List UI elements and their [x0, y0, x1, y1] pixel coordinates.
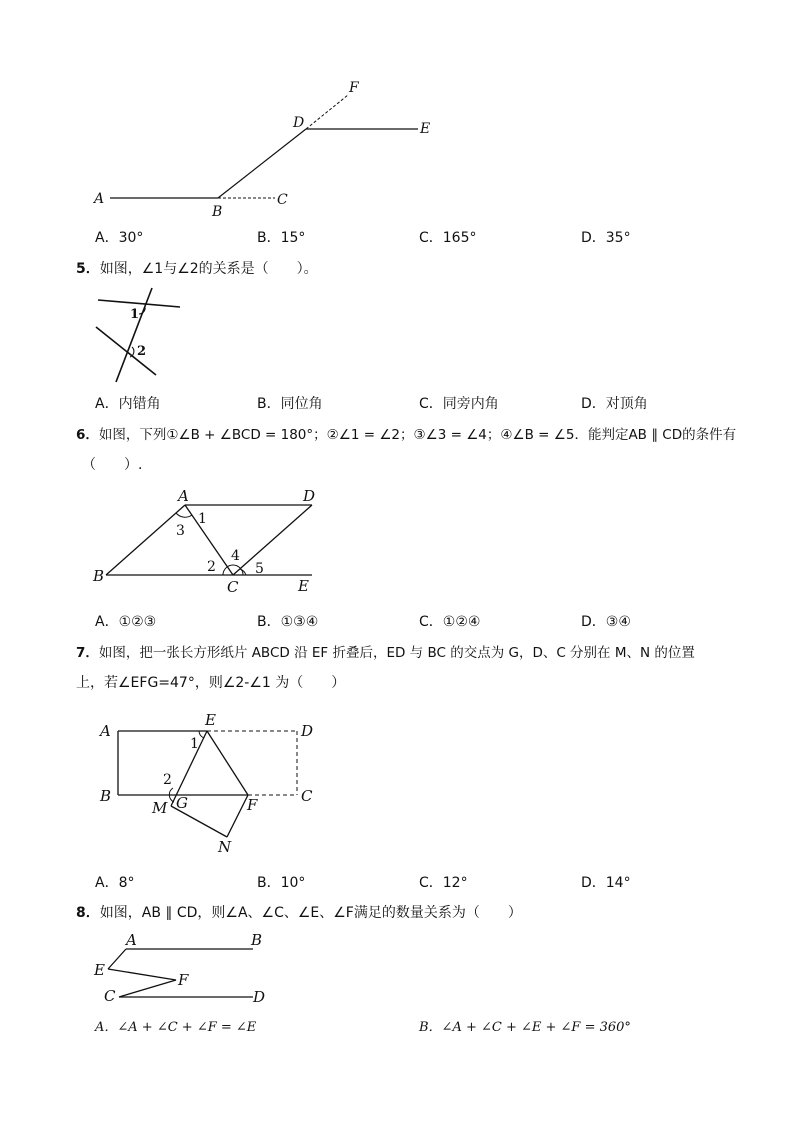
- q7-option-a[interactable]: A．8°: [95, 875, 135, 891]
- line-nf: [227, 795, 248, 837]
- q5-option-b[interactable]: B．同位角: [257, 396, 323, 412]
- label-c: C: [227, 578, 239, 596]
- q8-text: 如图，AB ∥ CD，则∠A、∠C、∠E、∠F满足的数量关系为（ ）: [99, 905, 522, 921]
- line-df-dashed: [306, 95, 348, 129]
- q7-number: 7．: [76, 645, 99, 661]
- q5-figure: [90, 285, 200, 385]
- label-e: E: [298, 577, 309, 595]
- label-1: 1: [130, 307, 140, 322]
- q7-text-line1: 如图，把一张长方形纸片 ABCD 沿 EF 折叠后，ED 与 BC 的交点为 G，D、C 分别在 M、N 的位置: [98, 645, 695, 661]
- line-ab: [106, 505, 185, 575]
- q4-option-a[interactable]: A．30°: [95, 230, 144, 246]
- label-1: 1: [190, 736, 199, 752]
- label-2: 2: [137, 344, 147, 359]
- q4-option-c[interactable]: C．165°: [419, 230, 477, 246]
- q6-stem-line2: （ ）.: [82, 457, 143, 473]
- q8-figure: [90, 930, 280, 1010]
- label-a: A: [178, 487, 189, 505]
- label-e: E: [420, 121, 431, 137]
- q8-stem: [76, 903, 522, 923]
- q6-stem-line1: [76, 425, 736, 445]
- q4-figure: [90, 75, 450, 225]
- q6-option-b[interactable]: B．①③④: [257, 614, 319, 630]
- label-1: 1: [198, 511, 207, 527]
- q4-option-b[interactable]: B．15°: [257, 230, 306, 246]
- q6-figure: [90, 485, 330, 600]
- q7-stem-line1: [76, 643, 695, 663]
- label-2: 2: [207, 559, 216, 575]
- label-n: N: [218, 838, 232, 856]
- line-ae: [108, 949, 126, 969]
- q4-option-d[interactable]: D．35°: [581, 230, 631, 246]
- q8-option-a[interactable]: A．∠A + ∠C + ∠F = ∠E: [95, 1020, 257, 1035]
- label-c: C: [104, 987, 116, 1005]
- q6-option-c[interactable]: C．①②④: [419, 614, 481, 630]
- line-top: [98, 300, 180, 307]
- line-ef: [207, 731, 248, 795]
- label-d: D: [303, 487, 316, 505]
- q5-stem: [76, 259, 318, 279]
- label-2: 2: [163, 772, 172, 788]
- q6-option-a[interactable]: A．①②③: [95, 614, 157, 630]
- line-fc: [119, 980, 176, 997]
- q8-option-b[interactable]: B．∠A + ∠C + ∠E + ∠F = 360°: [419, 1020, 631, 1035]
- q7-option-d[interactable]: D．14°: [581, 875, 631, 891]
- q7-figure: [90, 710, 330, 860]
- label-d: D: [253, 988, 266, 1006]
- label-b: B: [251, 931, 263, 949]
- line-bd: [218, 129, 306, 198]
- label-d: D: [293, 115, 305, 131]
- label-a: A: [100, 722, 111, 740]
- q5-number: 5．: [76, 261, 100, 277]
- q7-option-b[interactable]: B．10°: [257, 875, 306, 891]
- q8-number: 8．: [76, 905, 100, 921]
- label-f: F: [349, 80, 359, 96]
- label-b: B: [212, 204, 223, 220]
- label-f: F: [247, 796, 258, 814]
- label-b: B: [100, 787, 112, 805]
- angle-arc-c: [223, 565, 243, 575]
- q6-option-d[interactable]: D．③④: [581, 614, 631, 630]
- label-c: C: [301, 787, 313, 805]
- label-m: M: [152, 799, 168, 817]
- label-3: 3: [176, 523, 185, 539]
- line-bottom: [96, 327, 156, 375]
- label-a: A: [126, 931, 137, 949]
- q5-option-a[interactable]: A．内错角: [95, 396, 161, 412]
- angle-arc-a: [176, 513, 192, 517]
- q6-text-line1: 如图，下列①∠B + ∠BCD = 180°；②∠1 = ∠2；③∠3 = ∠4；④∠B = ∠5．能判定AB ∥ CD的条件有: [98, 427, 737, 443]
- angle-1-arc: [199, 731, 204, 738]
- line-ef: [108, 969, 176, 980]
- q5-option-c[interactable]: C．同旁内角: [419, 396, 499, 412]
- q7-stem-line2: 上，若∠EFG=47°，则∠2-∠1 为（ ）: [76, 675, 346, 691]
- label-d: D: [301, 722, 314, 740]
- q7-option-c[interactable]: C．12°: [419, 875, 468, 891]
- label-c: C: [277, 192, 288, 208]
- label-f: F: [178, 971, 189, 989]
- q5-text: 如图，∠1与∠2的关系是（ ）。: [99, 261, 318, 277]
- q6-number: 6．: [76, 427, 99, 443]
- label-5: 5: [255, 561, 264, 577]
- label-4: 4: [231, 548, 240, 564]
- label-e: E: [205, 711, 216, 729]
- label-e: E: [94, 961, 105, 979]
- label-b: B: [93, 567, 105, 585]
- label-g: G: [176, 794, 188, 812]
- line-cd: [233, 505, 312, 575]
- q5-option-d[interactable]: D．对顶角: [581, 396, 648, 412]
- label-a: A: [94, 191, 105, 207]
